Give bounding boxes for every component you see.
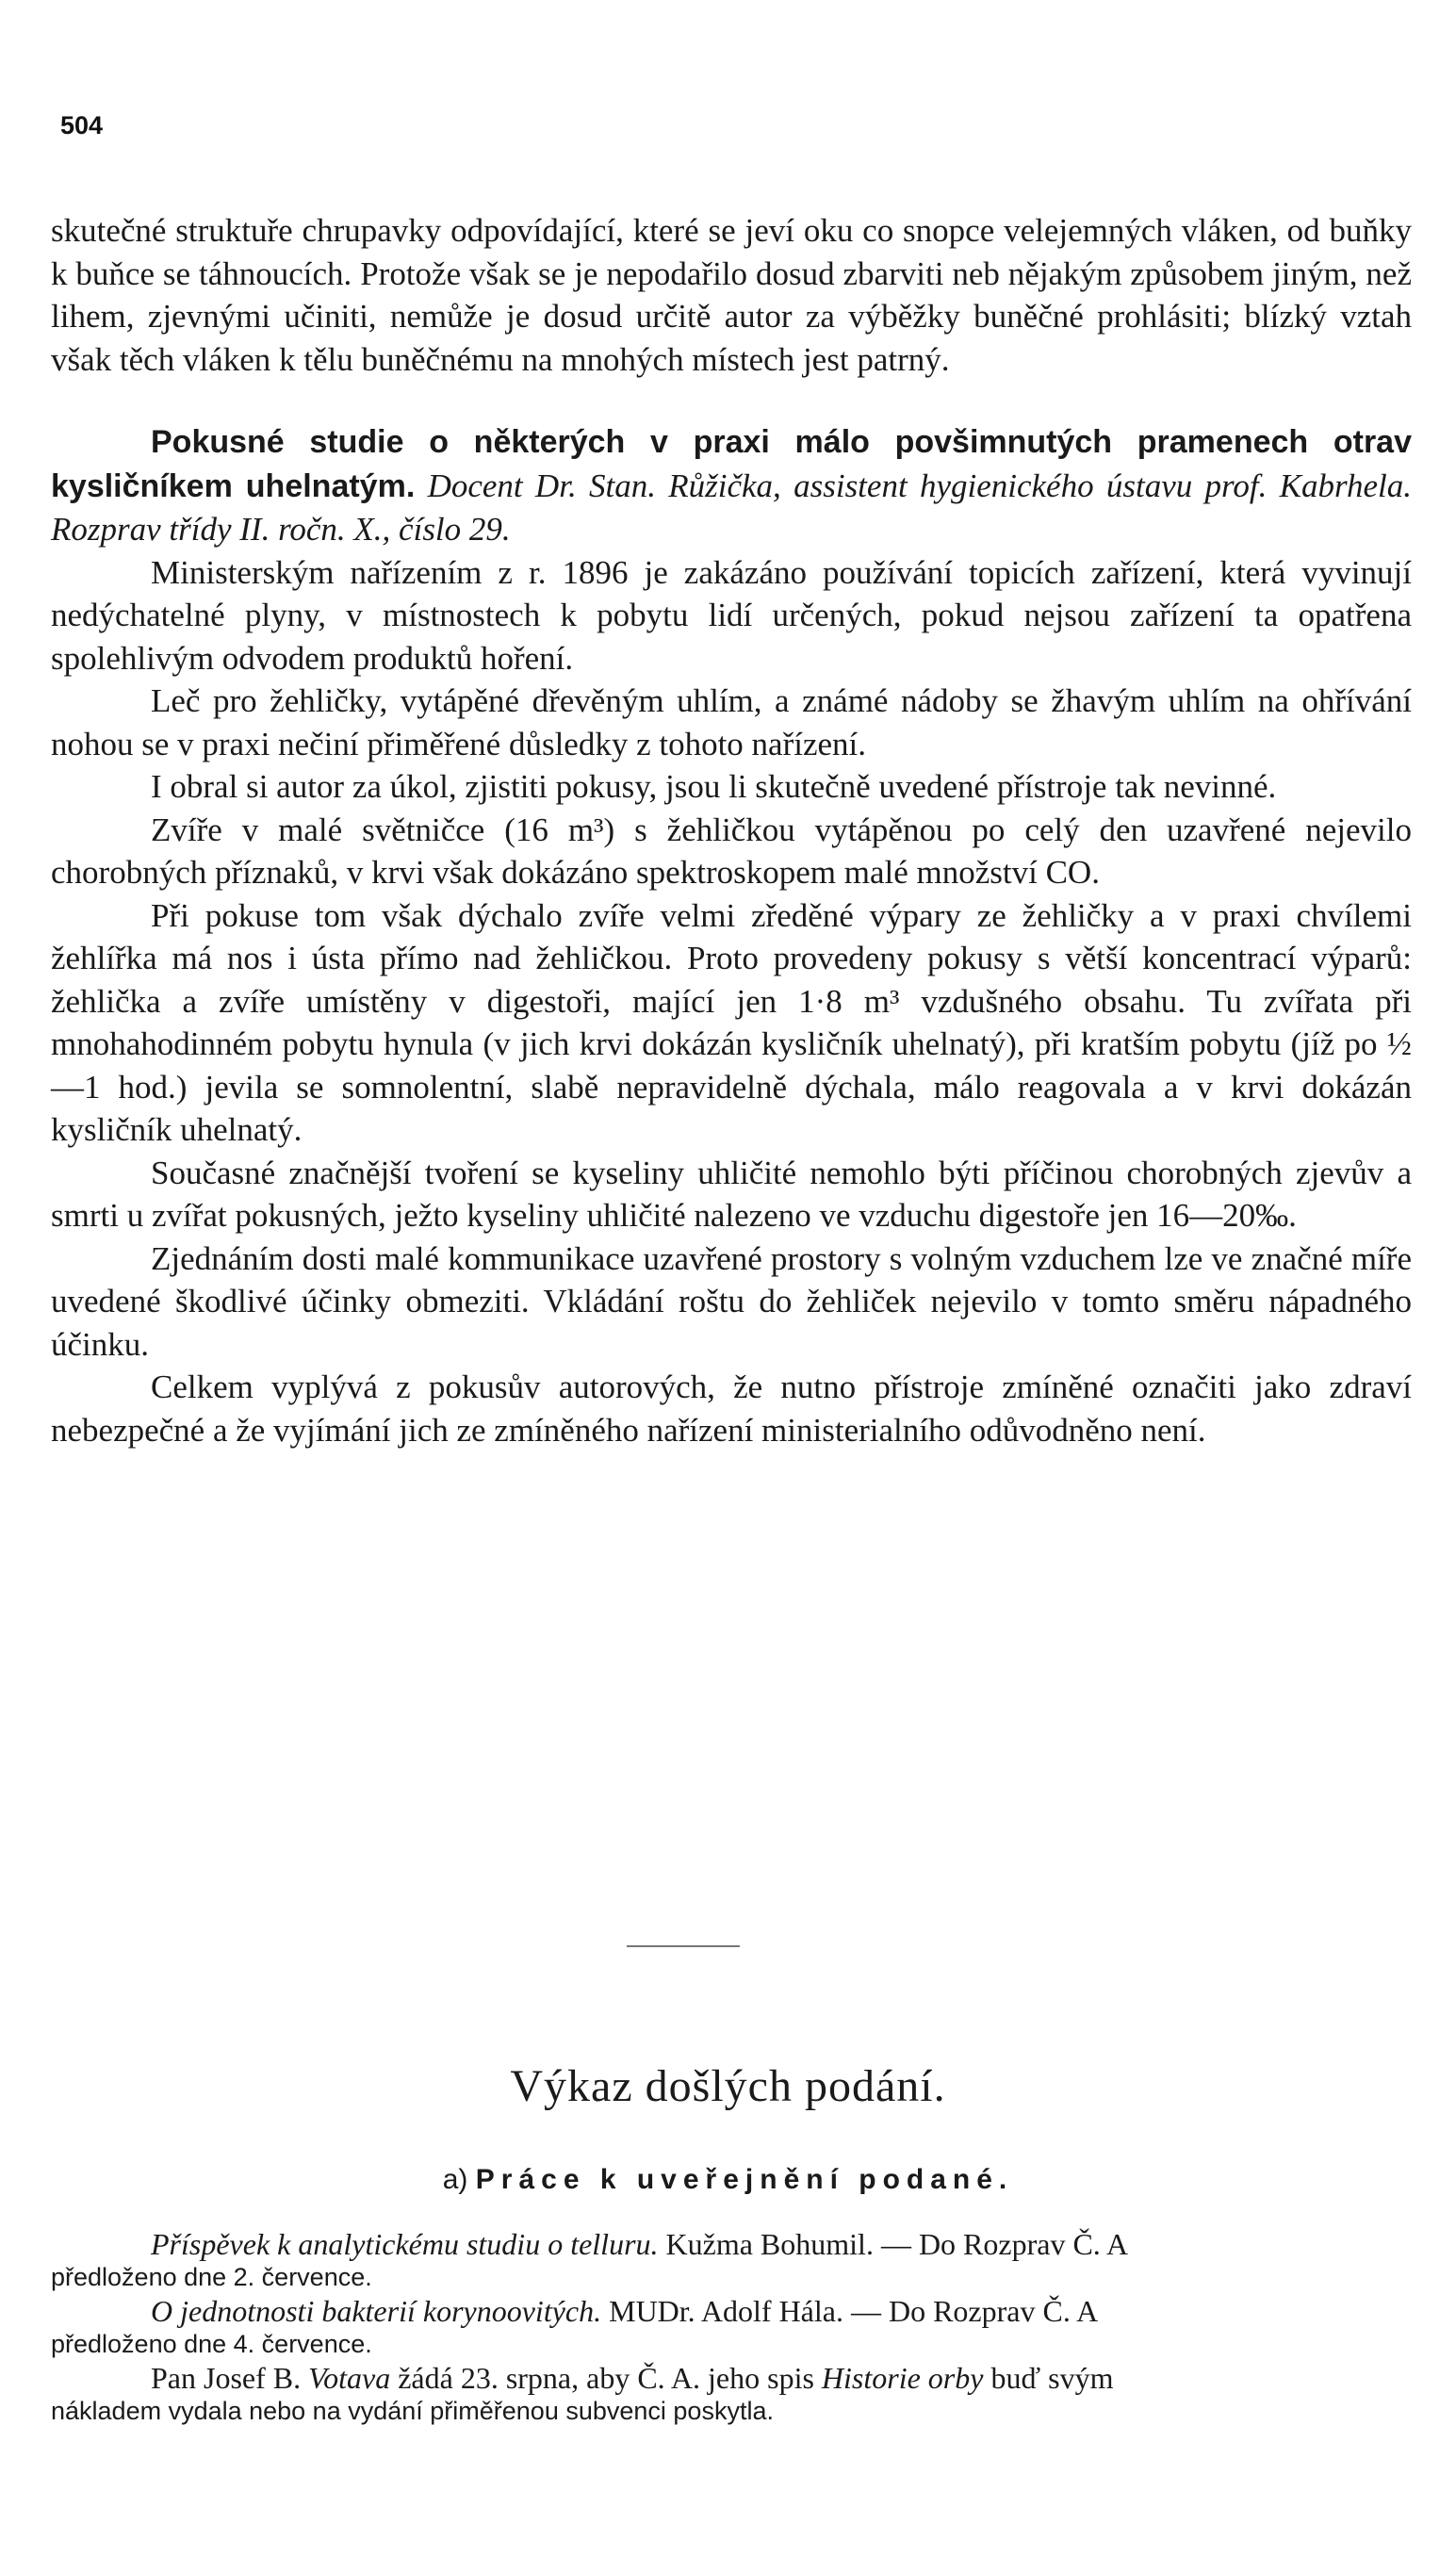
submissions-list xyxy=(51,2226,1412,2427)
article-heading xyxy=(51,420,1412,551)
paragraph: Celkem vyplývá z pokusův autorových, že nutno přístroje zmíněné označiti jako zdraví nebezpečné a že vyjímání jich ze zmíněného nařízení ministerialního odůvodněno není. xyxy=(51,1368,1412,1449)
request-suffix: buď svým xyxy=(990,2361,1114,2395)
request-entry xyxy=(51,2360,1412,2396)
main-text xyxy=(51,209,1412,1451)
section-divider xyxy=(627,1945,740,1947)
paragraph: Současné značnější tvoření se kyseliny uhličité nemohlo býti příčinou chorobných zjevův a smrti u zvířat pokusných, ježto kyseliny uhličité nalezeno ve vzduchu digestoře jen 16—20‰. xyxy=(51,1154,1412,1234)
request-line2: nákladem vydala nebo na vydání přiměřenou subvenci poskytla. xyxy=(51,2397,774,2425)
paragraph: Zvíře v malé světničce (16 m³) s žehličkou vytápěnou po celý den uzavřené nejevilo chorobných příznaků, v krvi však dokázáno spektroskopem malé množství CO. xyxy=(51,811,1412,891)
submission-date: předloženo dne 4. července. xyxy=(51,2330,372,2358)
submission-date: předloženo dne 2. července. xyxy=(51,2263,372,2291)
submission-entry xyxy=(51,2226,1412,2262)
request-work: Historie orby xyxy=(821,2361,984,2395)
paragraph: Zjednáním dosti malé kommunikace uzavřené prostory s volným vzduchem lze ve značné míře uvedené škodlivé účinky obmeziti. Vkládání roštu do žehliček nejevilo v tomto směru nápadného účinku. xyxy=(51,1239,1412,1363)
page-number: 504 xyxy=(60,111,104,139)
submission-entry xyxy=(51,2293,1412,2329)
submission-title: Příspěvek k analytickému studiu o telluru. xyxy=(151,2227,659,2261)
submission-author: Kužma Bohumil. — Do Rozprav Č. A xyxy=(658,2227,1129,2261)
subsection-title: Práce k uveřejnění podané. xyxy=(475,2164,1014,2195)
submission-title: O jednotnosti bakterií korynoovitých. xyxy=(151,2294,602,2328)
paragraph: I obral si autor za úkol, zjistiti pokusy, jsou li skutečně uvedené přístroje tak nevinné. xyxy=(151,768,1277,805)
request-author: Votava xyxy=(308,2361,391,2395)
request-middle: žádá 23. srpna, aby Č. A. jeho spis xyxy=(398,2361,814,2395)
report-title: Výkaz došlých podání. xyxy=(510,2061,946,2111)
intro-paragraph: skutečné struktuře chrupavky odpovídající, které se jeví oku co snopce velejemných vláken, od buňky k buňce se táhnoucích. Protože však se je nepodařilo dosud zbarviti neb nějakým způsobem jiným, než lihem, zjevnými učiniti, nemůže je dosud určitě autor za výběžky buněčné prohlásiti; blízký vztah však těch vláken k tělu buněčnému na mnohých místech jest patrný. xyxy=(51,212,1412,378)
submission-author: MUDr. Adolf Hála. — Do Rozprav Č. A xyxy=(601,2294,1099,2328)
paragraph: Leč pro žehličky, vytápěné dřevěným uhlím, a známé nádoby se žhavým uhlím na ohřívání nohou se v praxi nečiní přiměřené důsledky z tohoto nařízení. xyxy=(51,682,1412,762)
article-title: Pokusné studie o některých v praxi málo povšimnutých pramenech otrav kysličníkem uhelnatým. xyxy=(51,424,1412,504)
paragraph: Při pokuse tom však dýchalo zvíře velmi zředěné výpary ze žehličky a v praxi chvílemi žehlířka má nos i ústa přímo nad žehličkou. Proto provedeny pokusy s větší koncentrací výparů: žehlička a zvíře umístěny v digestoři, mající jen 1·8 m³ vzdušného obsahu. Tu zvířata při mnohahodinném pobytu hynula (v jich krvi dokázán kysličník uhelnatý), při kratším pobytu (jíž po ½—1 hod.) jevila se somnolentní, slabě nepravidelně dýchala, málo reagovala a v krvi dokázán kysličník uhelnatý. xyxy=(51,896,1412,1148)
paragraph: Ministerským nařízením z r. 1896 je zakázáno používání topicích zařízení, která vyvinují nedýchatelné plyny, v místnostech k pobytu lidí určených, pokud nejsou zařízení ta opatřena spolehlivým odvodem produktů hoření. xyxy=(51,553,1412,677)
request-prefix: Pan Josef B. xyxy=(151,2361,302,2395)
article-byline: Docent Dr. Stan. Růžička, assistent hygienického ústavu prof. Kabrhela. Rozprav třídy II. ročn. X., číslo 29. xyxy=(51,467,1412,548)
subsection-label: a) xyxy=(442,2164,468,2195)
subsection-heading xyxy=(0,2164,1456,2196)
